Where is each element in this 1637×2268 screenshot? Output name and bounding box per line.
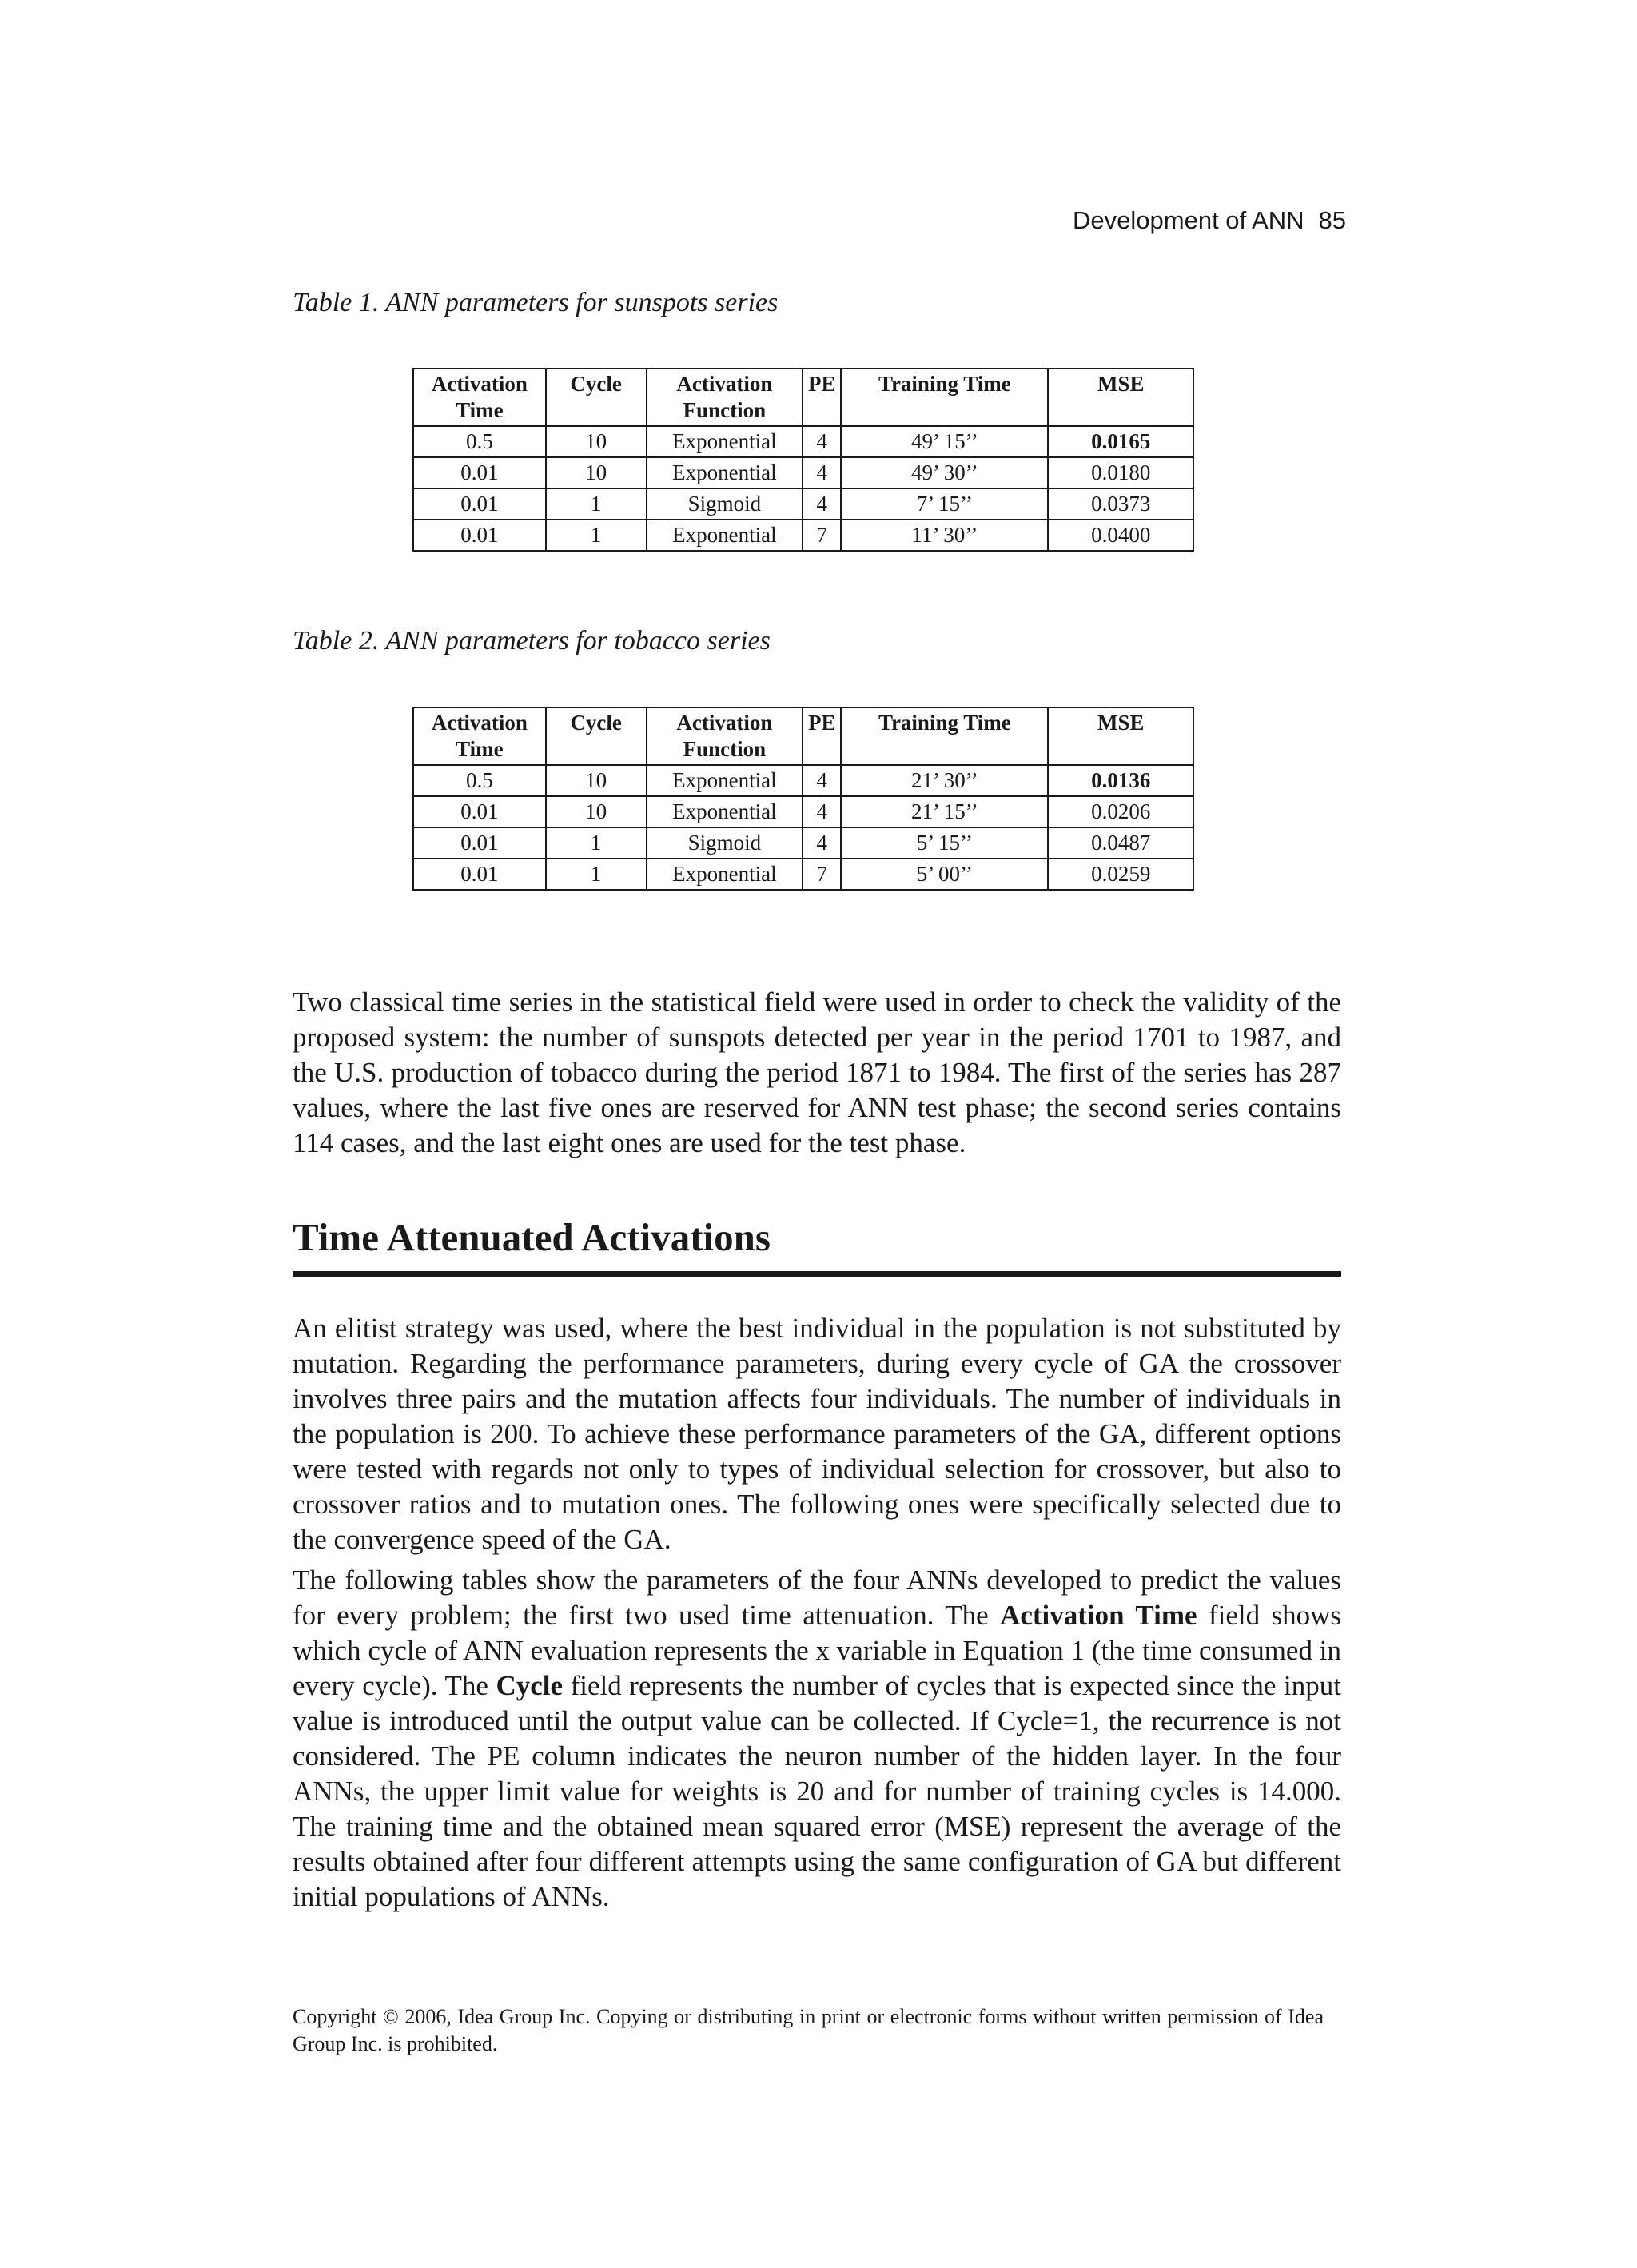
table-cell: 0.0487: [1048, 827, 1193, 859]
table-cell: 0.01: [413, 488, 546, 520]
table-cell: 21’ 15’’: [841, 796, 1048, 827]
copyright-notice: Copyright © 2006, Idea Group Inc. Copying or distributing in print or electronic forms without written permission of Idea Group Inc. is prohibited.: [293, 2005, 1324, 2055]
header-cycle: Cycle: [546, 369, 647, 426]
table-cell: 10: [546, 457, 647, 488]
table-cell: 49’ 15’’: [841, 426, 1048, 457]
header-activation-function: Activation Function: [647, 369, 803, 426]
table-cell: 5’ 00’’: [841, 859, 1048, 890]
table-cell: 0.01: [413, 457, 546, 488]
table-cell: 0.0206: [1048, 796, 1193, 827]
table-cell: 1: [546, 488, 647, 520]
header-activation-time: Activation Time: [413, 369, 546, 426]
table-cell: 49’ 30’’: [841, 457, 1048, 488]
header-cycle: Cycle: [546, 708, 647, 765]
table-cell: 0.5: [413, 426, 546, 457]
table-cell: 1: [546, 859, 647, 890]
table-cell: Exponential: [647, 859, 803, 890]
term-activation-time: Activation Time: [1000, 1600, 1197, 1631]
table-cell: 0.01: [413, 827, 546, 859]
table-cell: Exponential: [647, 520, 803, 551]
table-cell: 0.0180: [1048, 457, 1193, 488]
table-cell: 0.0373: [1048, 488, 1193, 520]
term-cycle: Cycle: [496, 1670, 564, 1701]
table-cell: 0.0259: [1048, 859, 1193, 890]
table-cell: 7: [803, 859, 841, 890]
table-2-caption: Table 2. ANN parameters for tobacco series: [293, 626, 771, 656]
table-row: [413, 796, 1193, 827]
running-head-title: Development of ANN: [1073, 206, 1304, 234]
table-cell: 10: [546, 426, 647, 457]
section-heading: Time Attenuated Activations: [293, 1214, 1341, 1277]
table-cell: Exponential: [647, 457, 803, 488]
table-row: [413, 426, 1193, 457]
table-row: [413, 827, 1193, 859]
table-cell-best-mse: 0.0136: [1048, 765, 1193, 796]
table-cell: Sigmoid: [647, 488, 803, 520]
table-cell: 1: [546, 827, 647, 859]
table-cell: 4: [803, 796, 841, 827]
table-header-row: [413, 708, 1193, 765]
table-cell: Exponential: [647, 796, 803, 827]
header-activation-function: Activation Function: [647, 708, 803, 765]
table-1: [412, 368, 1194, 552]
table-1-caption: Table 1. ANN parameters for sunspots series: [293, 288, 779, 317]
header-mse: MSE: [1048, 369, 1193, 426]
table-cell: 1: [546, 520, 647, 551]
header-training-time: Training Time: [841, 708, 1048, 765]
table-row: [413, 859, 1193, 890]
table-cell: 0.01: [413, 796, 546, 827]
page-number: 85: [1318, 206, 1346, 234]
table-row: [413, 765, 1193, 796]
table-cell: Sigmoid: [647, 827, 803, 859]
table-cell: 4: [803, 827, 841, 859]
table-cell: 4: [803, 426, 841, 457]
running-head: [1073, 206, 1346, 235]
table-cell: 0.01: [413, 520, 546, 551]
table-row: [413, 520, 1193, 551]
paragraph-text: The following tables show the parameters of the four ANNs developed to predict the values for every problem; the first two used time attenuation. The: [293, 1564, 1341, 1631]
table-cell: 0.5: [413, 765, 546, 796]
table-cell: 7’ 15’’: [841, 488, 1048, 520]
paragraph-text: field shows which cycle of ANN evaluation represents the x variable in Equation 1 (the time consumed in every cycle). The: [293, 1600, 1342, 1701]
table-header-row: [413, 369, 1193, 426]
header-pe: PE: [803, 708, 841, 765]
body-paragraph-1: An elitist strategy was used, where the best individual in the population is not substituted by mutation. Regarding the performance parameters, during every cycle of GA the crossover involves three pairs and the mutation affects four individuals. The number of individuals in the population is 200. To achieve these performance parameters of the GA, different options were tested with regards not only to types of individual selection for crossover, but also to crossover ratios and to mutation ones. The following ones were specifically selected due to the convergence speed of the GA.: [293, 1313, 1341, 1555]
header-activation-time: Activation Time: [413, 708, 546, 765]
table-cell: 10: [546, 796, 647, 827]
table-cell: 0.01: [413, 859, 546, 890]
table-row: [413, 488, 1193, 520]
header-pe: PE: [803, 369, 841, 426]
table-cell: 4: [803, 765, 841, 796]
header-training-time: Training Time: [841, 369, 1048, 426]
paragraph-text: field represents the number of cycles that is expected since the input value is introduced until the output value can be collected. If Cycle=1, the recurrence is not considered. The PE column indicates the neuron number of the hidden layer. In the four ANNs, the upper limit value for weights is 20 and for number of training cycles is 14.000. The training time and the obtained mean squared error (MSE) represent the average of the results obtained after four different attempts using the same configuration of GA but different initial populations of ANNs.: [293, 1670, 1341, 1912]
table-cell: 5’ 15’’: [841, 827, 1048, 859]
table-row: [413, 457, 1193, 488]
body-paragraph-2: [293, 1563, 1341, 1915]
intro-paragraph: Two classical time series in the statistical field were used in order to check the validity of the proposed system: the number of sunspots detected per year in the period 1701 to 1987, and the U.S. production of tobacco during the period 1871 to 1984. The first of the series has 287 values, where the last five ones are reserved for ANN test phase; the second series contains 114 cases, and the last eight ones are used for the test phase.: [293, 987, 1341, 1158]
table-cell: 4: [803, 488, 841, 520]
table-cell: Exponential: [647, 426, 803, 457]
table-cell: Exponential: [647, 765, 803, 796]
header-mse: MSE: [1048, 708, 1193, 765]
table-cell: 11’ 30’’: [841, 520, 1048, 551]
table-cell: 4: [803, 457, 841, 488]
table-2: [412, 707, 1194, 891]
table-cell-best-mse: 0.0165: [1048, 426, 1193, 457]
table-cell: 10: [546, 765, 647, 796]
table-cell: 7: [803, 520, 841, 551]
table-cell: 21’ 30’’: [841, 765, 1048, 796]
table-cell: 0.0400: [1048, 520, 1193, 551]
